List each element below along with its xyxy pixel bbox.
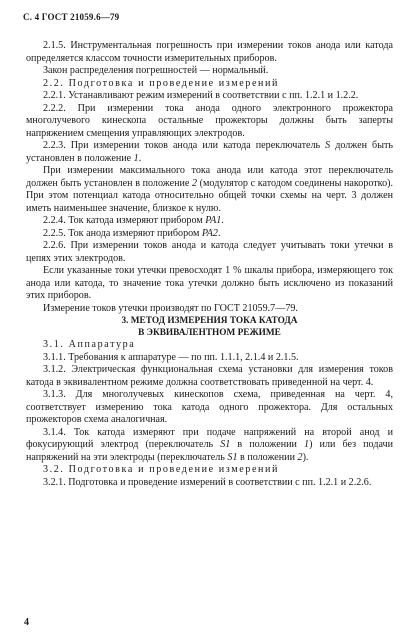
position-1: 1	[133, 152, 139, 164]
paragraph-3-1-4-text-c: ) или без подачи напряжений на эти электроды (переключатель	[26, 439, 394, 463]
switch-s1-b: S1	[227, 451, 238, 463]
section-3-heading	[26, 315, 393, 339]
page-number: 4	[24, 617, 29, 628]
document-body	[26, 40, 393, 489]
paragraph-2-2-3	[26, 140, 393, 165]
section-3-heading-line-1: 3. МЕТОД ИЗМЕРЕНИЯ ТОКА КАТОДА	[121, 316, 298, 326]
paragraph-3-1-3: 3.1.3. Для многолучевых кинескопов схема, приведенная на черт. 4, соответствует измерению тока катода одного прожектора. Для остальных прожекторов схема аналогичная.	[26, 389, 393, 425]
paragraph-2-2-5-text-a: 2.2.5. Ток анода измеряют прибором	[43, 227, 202, 239]
paragraph-2-2-4	[26, 215, 393, 228]
paragraph-3-1-4-text-a: 3.1.4. Ток катода измеряют при подаче напряжений на второй анод и фокусирующий электрод (переключатель	[26, 426, 393, 450]
paragraph-2-2-5-text-b: .	[217, 227, 221, 239]
switch-s1-a: S1	[220, 439, 231, 450]
paragraph-error-law: Закон распределения погрешностей — нормальный.	[43, 65, 269, 76]
paragraph-2-2-1: 2.2.1. Устанавливают режим измерений в соответствии с пп. 1.2.1 и 1.2.2.	[43, 90, 359, 101]
paragraph-2-2-3-text-c: .	[138, 152, 142, 164]
section-3-heading-line-2: В ЭКВИВАЛЕНТНОМ РЕЖИМЕ	[138, 328, 281, 338]
page-header: С. 4 ГОСТ 21059.6—79	[23, 12, 120, 22]
section-heading-3-2: 3.2. Подготовка и проведение измерений	[43, 464, 280, 475]
paragraph-max-current	[26, 165, 393, 215]
paragraph-3-1-2: 3.1.2. Электрическая функциональная схема установки для измерения токов катода в эквивалентном режиме должна соответствовать приведенной на черт. 4.	[26, 364, 393, 388]
paragraph-leakage-standard: Измерение токов утечки производят по ГОСТ 21059.7—79.	[43, 302, 298, 314]
section-heading-2-2: 2.2. Подготовка и проведение измерений	[43, 77, 280, 89]
paragraph-2-2-5	[26, 228, 393, 241]
position-1-a: 1	[304, 439, 310, 450]
paragraph-2-1-5: 2.1.5. Инструментальная погрешность при измерении токов анода или катода определяется классом точности измерительных приборов.	[26, 40, 393, 64]
paragraph-2-2-2: 2.2.2. При измерении тока анода одного электронного прожектора многолучевого кинескопа остальные прожекторы должны быть заперты напряжением смещения управляющих электродов.	[26, 102, 393, 139]
switch-symbol-s: S	[325, 140, 331, 151]
paragraph-leakage: Если указанные токи утечки превосходят 1 % шкалы прибора, измеряющего ток анода или катода, то значение тока утечки должно быть исключено из показаний этих приборов.	[26, 265, 393, 301]
paragraph-3-1-4-text-b: в положении	[230, 439, 305, 450]
paragraph-3-1-4	[26, 427, 393, 465]
instrument-pa2: PA2	[201, 227, 218, 239]
paragraph-3-2-1: 3.2.1. Подготовка и проведение измерений в соответствии с пп. 1.2.1 и 2.2.6.	[43, 476, 372, 488]
position-2-b: 2	[297, 451, 303, 463]
paragraph-max-current-text-a: При измерении максимального тока анода или катода этот переключатель должен быть установлен в положение	[26, 165, 393, 189]
paragraph-2-2-4-text-b: .	[221, 215, 224, 226]
paragraph-3-1-4-text-d: в положении	[237, 451, 298, 463]
section-heading-3-1: 3.1. Аппаратура	[43, 339, 136, 350]
paragraph-2-2-3-text-b: должен быть установлен в положение	[26, 140, 393, 164]
paragraph-max-current-text-b: (модулятор с катодом соединены накоротко). При этом потенциал катода относительно общей точки схемы на черт. 3 должен иметь наименьшее значение, близкое к нулю.	[26, 177, 394, 214]
paragraph-2-2-6: 2.2.6. При измерении токов анода и катода следует учитывать токи утечки в цепях этих электродов.	[26, 240, 393, 264]
instrument-pa1: PA1	[205, 215, 222, 226]
paragraph-2-2-4-text-a: 2.2.4. Ток катода измеряют прибором	[43, 215, 206, 226]
paragraph-2-2-3-text-a: 2.2.3. При измерении токов анода или катода переключатель	[43, 140, 326, 151]
position-2: 2	[192, 177, 198, 189]
paragraph-3-1-1: 3.1.1. Требования к аппаратуре — по пп. 1.1.1, 2.1.4 и 2.1.5.	[43, 351, 299, 363]
paragraph-3-1-4-text-e: ).	[302, 451, 309, 463]
